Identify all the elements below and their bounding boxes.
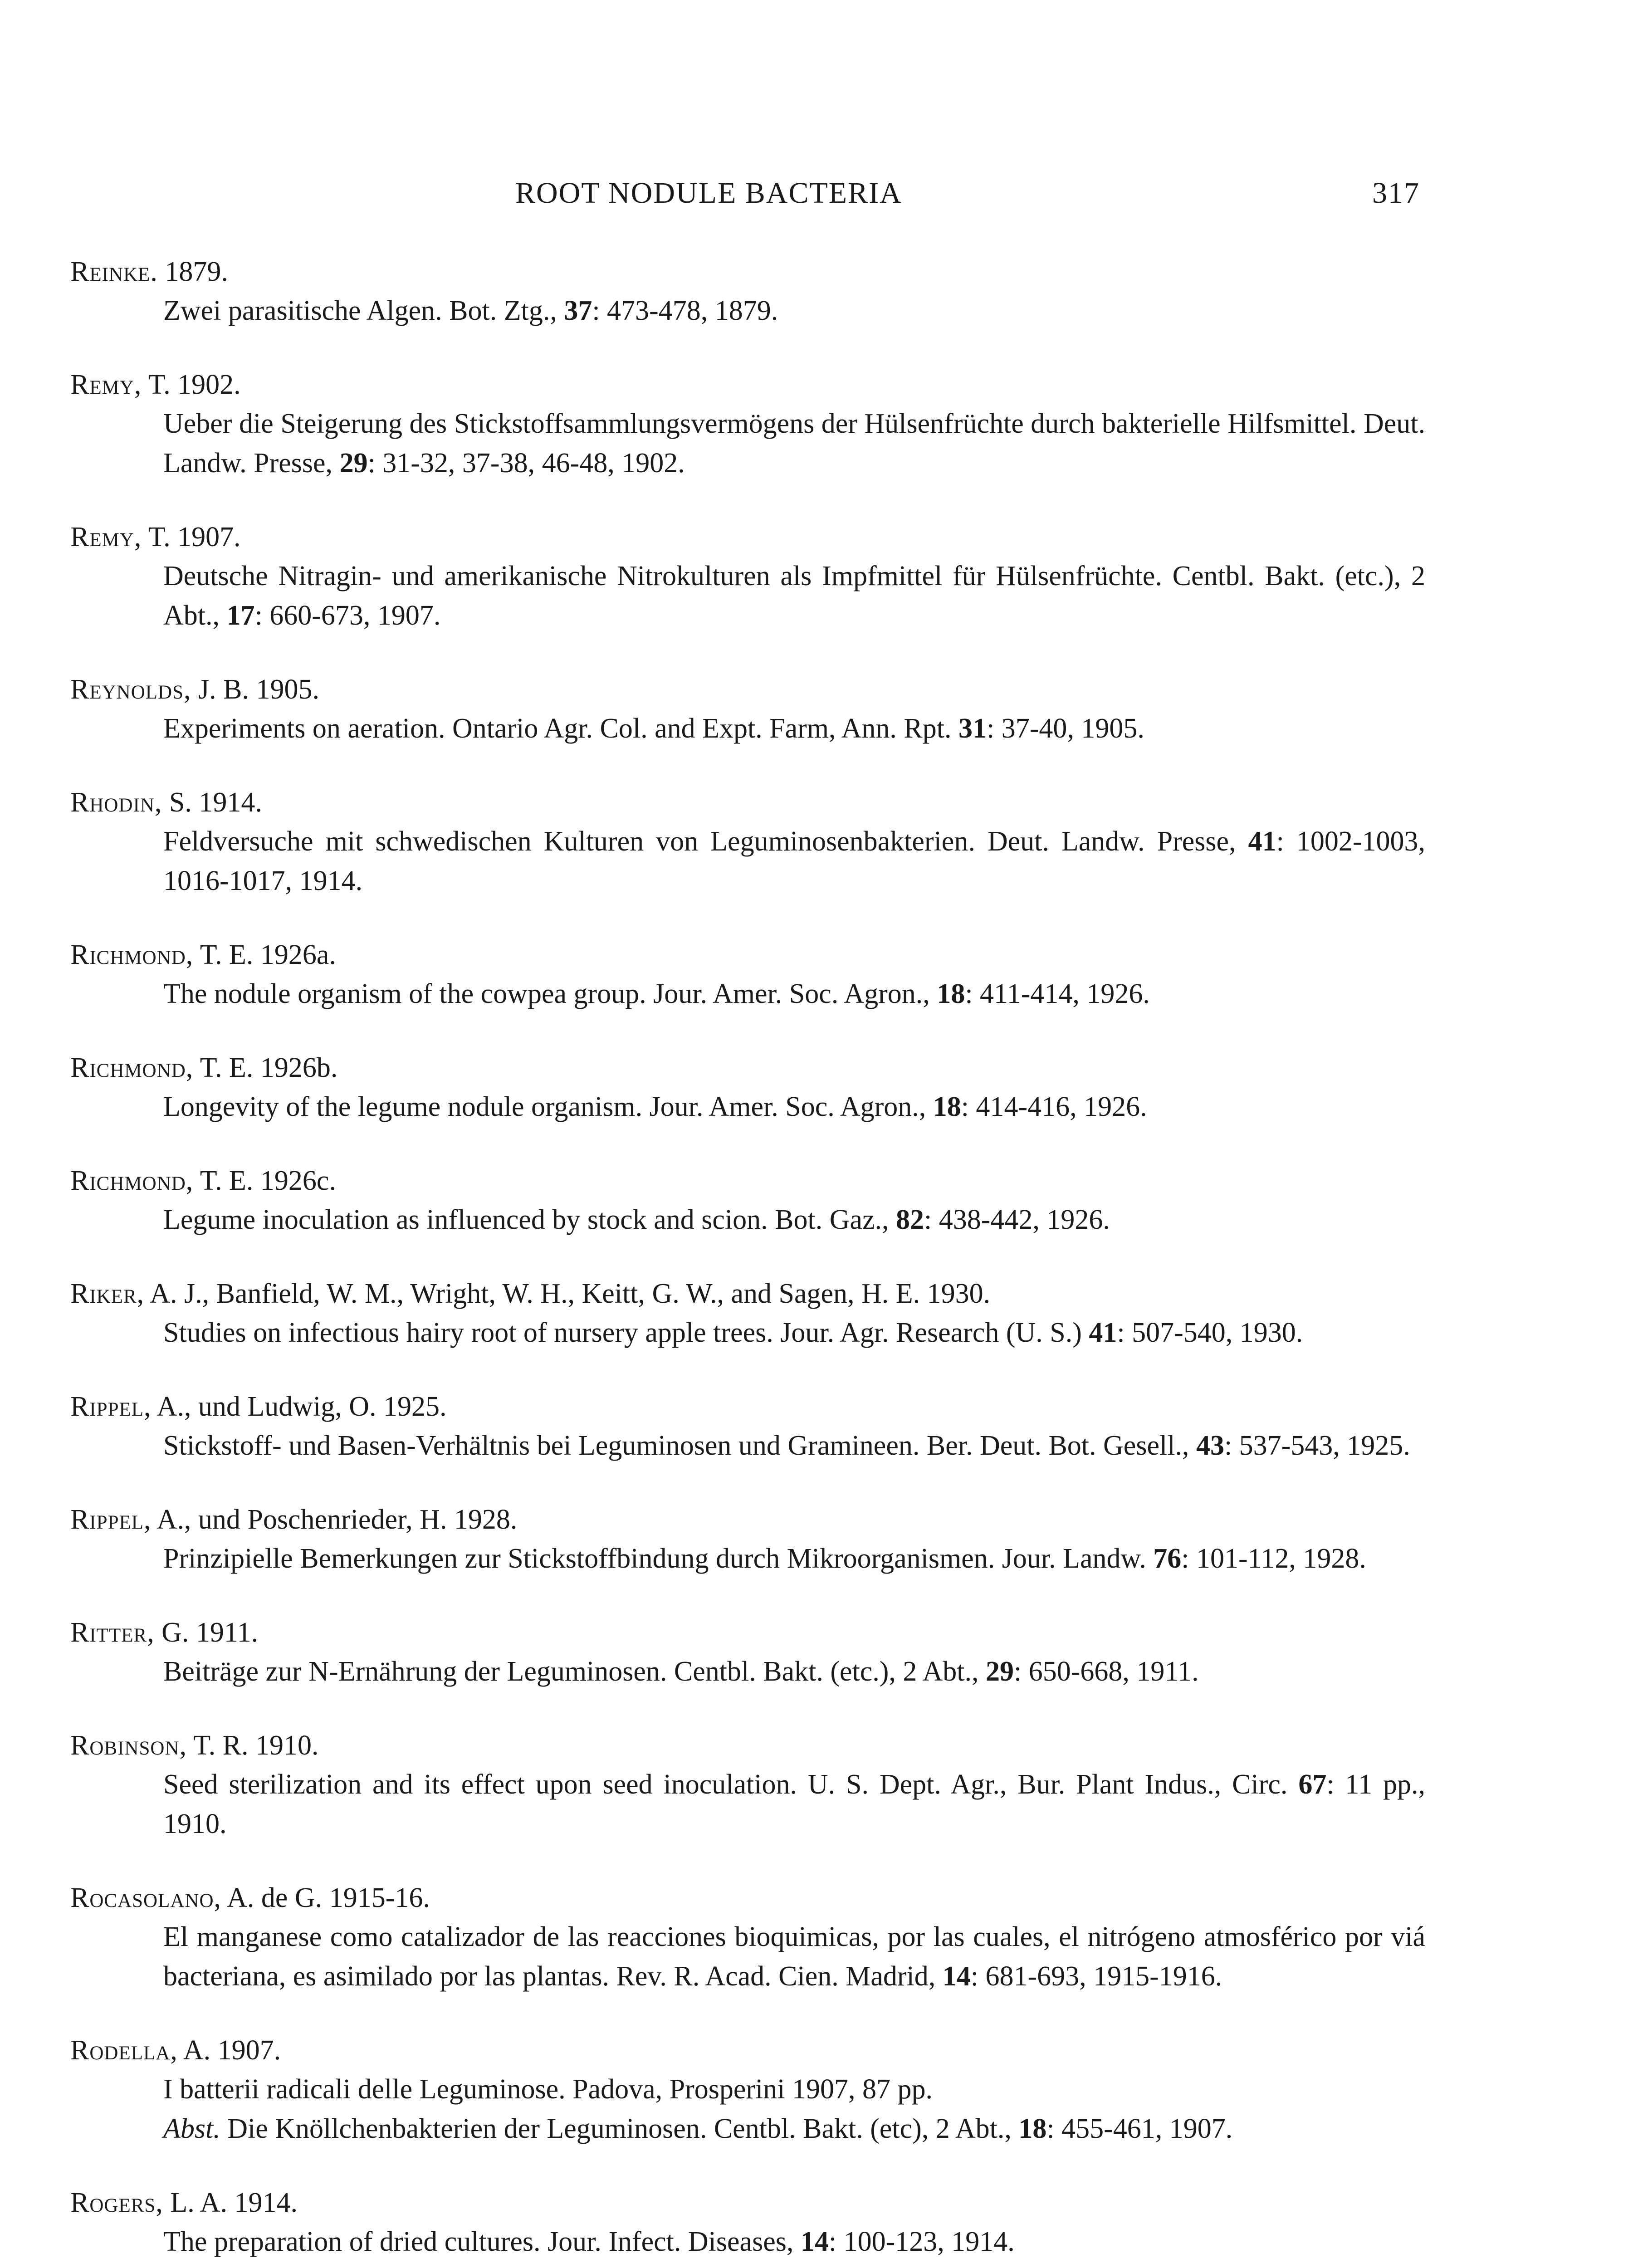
entry-citation: Feldversuche mit schwedischen Kulturen von Leguminosenbakterien. Deut. Landw. Presse, 41: 1002-1003, 1016-1017, 1914. — [163, 826, 1425, 896]
entry-citation: Ueber die Steigerung des Stickstoffsammlungsvermögens der Hülsenfrüchte durch bakterielle Hilfsmittel. Deut. Landw. Presse, 29: 31-32, 37-38, 46-48, 1902. — [163, 408, 1425, 479]
entry-citation: Stickstoff- und Basen-Verhältnis bei Leguminosen und Gramineen. Ber. Deut. Bot. Gesell., 43: 537-543, 1925. — [163, 1430, 1410, 1461]
bibliography-entry — [70, 1161, 1425, 1240]
entry-citation: The nodule organism of the cowpea group. Jour. Amer. Soc. Agron., 18: 411-414, 1926. — [163, 978, 1150, 1009]
bibliography-entry — [70, 1048, 1425, 1127]
entry-citation: Zwei parasitische Algen. Bot. Ztg., 37: 473-478, 1879. — [163, 295, 778, 326]
bibliography-entry — [70, 365, 1425, 483]
entry-author: Richmond, T. E. 1926b. — [70, 1052, 338, 1083]
bibliography-entry — [70, 670, 1425, 748]
running-title: ROOT NODULE BACTERIA — [515, 176, 902, 210]
page-number: 317 — [1372, 176, 1420, 210]
entry-citation: Studies on infectious hairy root of nursery apple trees. Jour. Agr. Research (U. S.) 41: 507-540, 1930. — [163, 1317, 1303, 1348]
running-header — [515, 176, 1420, 217]
bibliography-entry — [70, 1878, 1425, 1996]
entry-citation: Legume inoculation as influenced by stock and scion. Bot. Gaz., 82: 438-442, 1926. — [163, 1204, 1110, 1235]
bibliography-list — [70, 252, 1425, 2268]
entry-author: Rippel, A., und Poschenrieder, H. 1928. — [70, 1504, 518, 1535]
bibliography-entry — [70, 1500, 1425, 1579]
bibliography-entry — [70, 783, 1425, 901]
entry-citation: El manganese como catalizador de las reacciones bioquimicas, por las cuales, el nitrógeno atmosférico por viá bacteriana, es asimilado por las plantas. Rev. R. Acad. Cien. Madrid, 14: 681-693, 1915-1916. — [163, 1921, 1425, 1992]
entry-citation: The preparation of dried cultures. Jour. Infect. Diseases, 14: 100-123, 1914. — [163, 2226, 1015, 2257]
entry-author: Robinson, T. R. 1910. — [70, 1730, 319, 1761]
entry-author: Remy, T. 1902. — [70, 369, 241, 400]
bibliography-entry — [70, 1387, 1425, 1466]
bibliography-entry — [70, 2183, 1425, 2262]
bibliography-entry — [70, 2031, 1425, 2149]
bibliography-entry — [70, 1274, 1425, 1353]
entry-author: Rogers, L. A. 1914. — [70, 2187, 298, 2218]
entry-author: Remy, T. 1907. — [70, 522, 241, 552]
entry-citation: Experiments on aeration. Ontario Agr. Col. and Expt. Farm, Ann. Rpt. 31: 37-40, 1905. — [163, 713, 1144, 744]
entry-author: Rodella, A. 1907. — [70, 2035, 281, 2066]
bibliography-entry — [70, 518, 1425, 635]
entry-author: Rhodin, S. 1914. — [70, 787, 262, 818]
entry-citation: Beiträge zur N-Ernährung der Leguminosen. Centbl. Bakt. (etc.), 2 Abt., 29: 650-668, 1911. — [163, 1656, 1199, 1687]
entry-citation: Deutsche Nitragin- und amerikanische Nitrokulturen als Impfmittel für Hülsenfrüchte. Centbl. Bakt. (etc.), 2 Abt., 17: 660-673, 1907. — [163, 561, 1425, 631]
entry-author: Reinke. 1879. — [70, 256, 228, 287]
bibliography-entry — [70, 1613, 1425, 1691]
entry-citation: Seed sterilization and its effect upon seed inoculation. U. S. Dept. Agr., Bur. Plant Indus., Circ. 67: 11 pp., 1910. — [163, 1769, 1425, 1839]
entry-author: Ritter, G. 1911. — [70, 1617, 259, 1648]
entry-citation: Longevity of the legume nodule organism. Jour. Amer. Soc. Agron., 18: 414-416, 1926. — [163, 1091, 1147, 1122]
bibliography-entry — [70, 1726, 1425, 1844]
entry-author: Richmond, T. E. 1926c. — [70, 1165, 336, 1196]
abstract-label: Abst. — [163, 2113, 220, 2144]
entry-citation: Prinzipielle Bemerkungen zur Stickstoffbindung durch Mikroorganismen. Jour. Landw. 76: 101-112, 1928. — [163, 1543, 1366, 1574]
entry-citation: I batterii radicali delle Leguminose. Padova, Prosperini 1907, 87 pp. Abst. Die Knöllchenbakterien der Leguminosen. Centbl. Bakt. (etc), 2 Abt., 18: 455-461, 1907. — [163, 2074, 1233, 2144]
entry-author: Riker, A. J., Banfield, W. M., Wright, W. H., Keitt, G. W., and Sagen, H. E. 1930. — [70, 1278, 991, 1309]
entry-author: Richmond, T. E. 1926a. — [70, 939, 336, 970]
entry-author: Rocasolano, A. de G. 1915-16. — [70, 1882, 430, 1913]
bibliography-entry — [70, 252, 1425, 331]
bibliography-entry — [70, 935, 1425, 1014]
entry-author: Rippel, A., und Ludwig, O. 1925. — [70, 1391, 447, 1422]
entry-author: Reynolds, J. B. 1905. — [70, 674, 319, 705]
